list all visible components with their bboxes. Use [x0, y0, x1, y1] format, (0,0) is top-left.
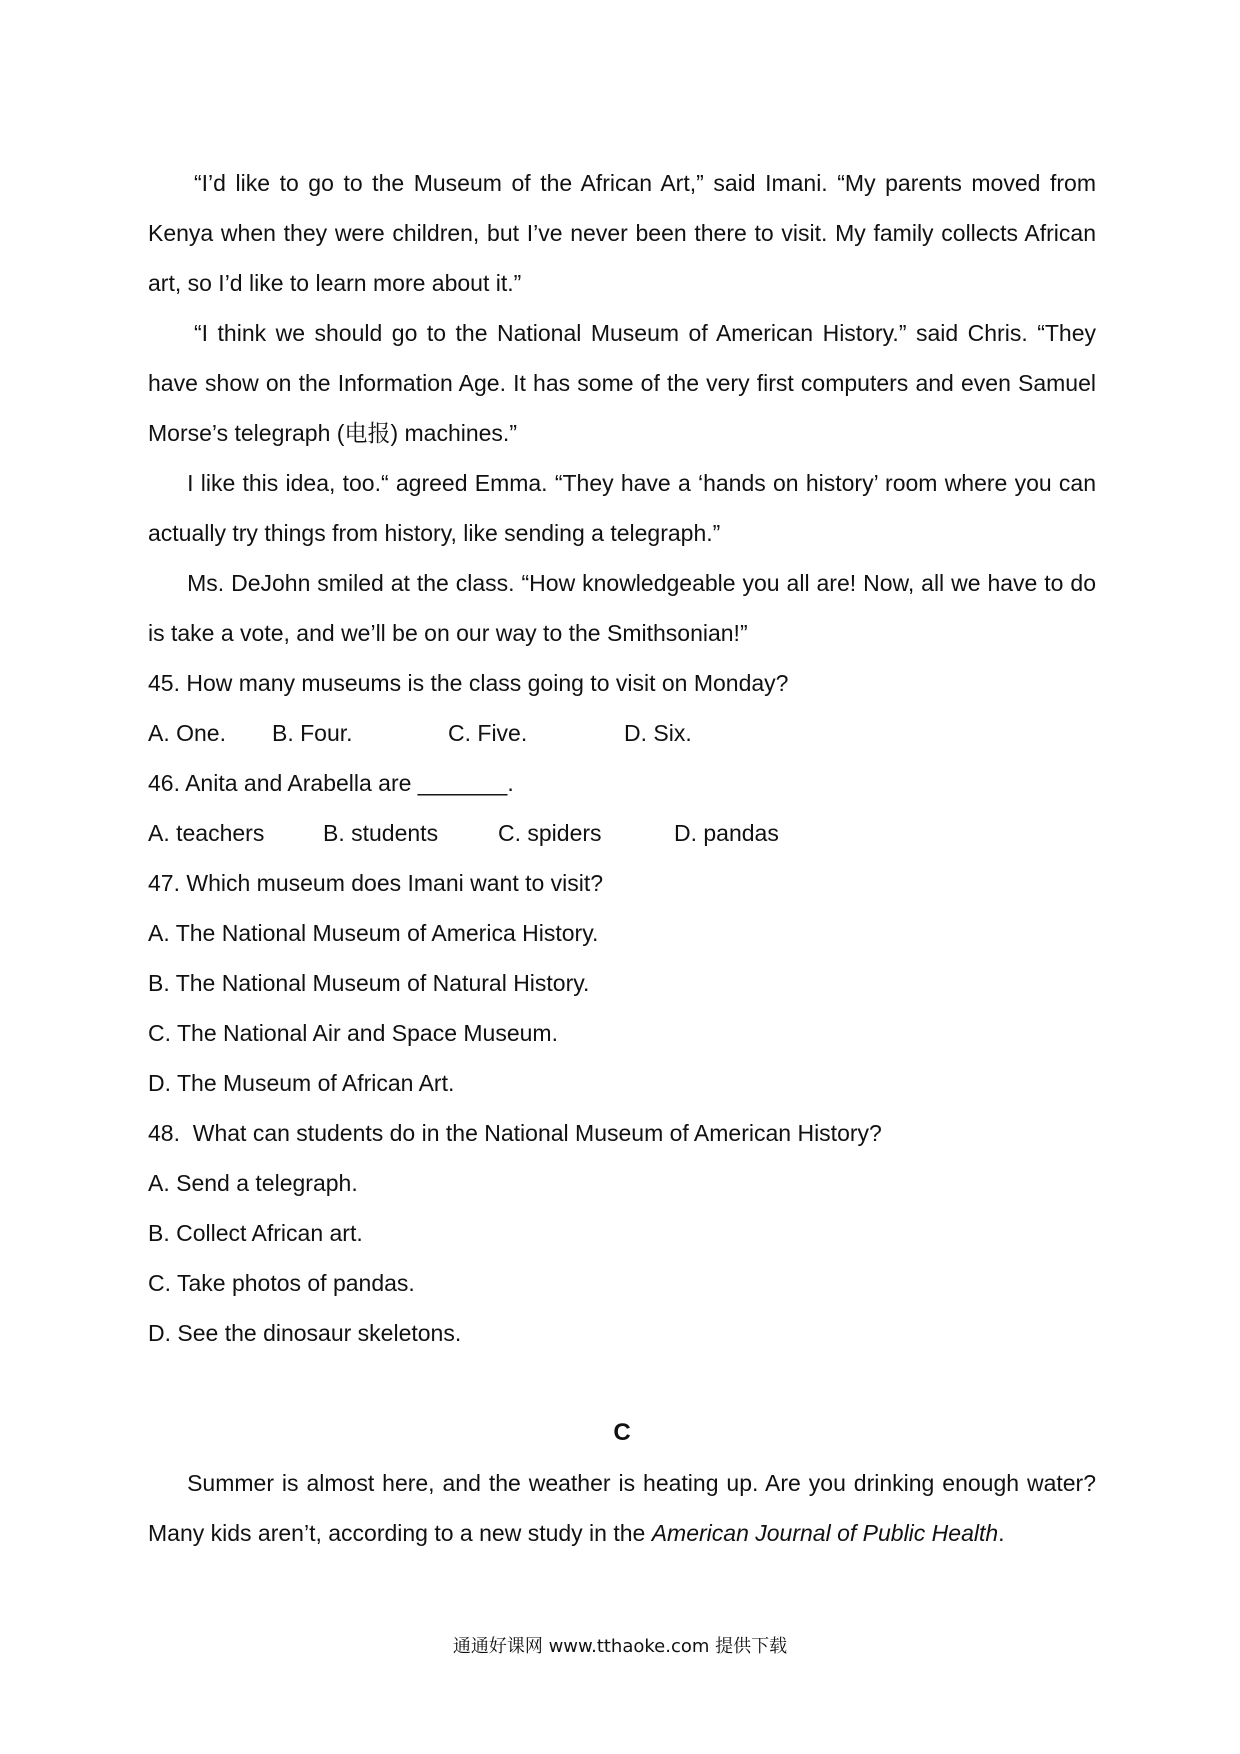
- question-48-option-d: D. See the dinosaur skeletons.: [148, 1320, 462, 1346]
- question-46-option-c: C. spiders: [498, 820, 602, 846]
- passage-b-paragraph-1: “I’d like to go to the Museum of the African Art,” said Imani. “My parents moved from Kenya when they were children, but I’ve never been there to visit. My family collects African art, so I’d like to learn more about it.”: [148, 170, 1096, 296]
- section-c-title: C: [613, 1419, 631, 1446]
- question-45-options: [148, 708, 1096, 758]
- question-46: [148, 758, 1096, 858]
- document-page: [148, 158, 1096, 1558]
- passage-b-paragraph-3: I like this idea, too.“ agreed Emma. “They have a ‘hands on history’ room where you can actually try things from history, like sending a telegraph.”: [148, 470, 1096, 546]
- question-46-option-d: D. pandas: [674, 820, 779, 846]
- question-47-option-c: C. The National Air and Space Museum.: [148, 1020, 558, 1046]
- question-45-stem: 45. How many museums is the class going to visit on Monday?: [148, 670, 789, 696]
- question-46-option-a: A. teachers: [148, 820, 265, 846]
- question-45-option-b: B. Four.: [272, 720, 353, 746]
- question-47-option-a: A. The National Museum of America History.: [148, 920, 599, 946]
- passage-c-text-end: .: [998, 1520, 1005, 1546]
- passage-c-text-start: Summer is almost here, and the weather is heating up. Are you drinking enough water? Many kids aren’t, according to a new study in the: [148, 1470, 1096, 1546]
- question-47: [148, 858, 1096, 1108]
- passage-b-paragraph-4: Ms. DeJohn smiled at the class. “How knowledgeable you all are! Now, all we have to do is take a vote, and we’ll be on our way to the Smithsonian!”: [148, 570, 1096, 646]
- question-45-option-d: D. Six.: [624, 720, 692, 746]
- question-45: [148, 658, 1096, 758]
- passage-b-paragraph-2: “I think we should go to the National Museum of American History.” said Chris. “They have show on the Information Age. It has some of the very first computers and even Samuel Morse’s telegraph (电报) machines.”: [148, 320, 1096, 446]
- question-46-options: [148, 808, 1096, 858]
- question-48-option-c: C. Take photos of pandas.: [148, 1270, 415, 1296]
- question-45-option-a: A. One.: [148, 720, 226, 746]
- page-footer: 通通好课网 www.tthaoke.com 提供下载: [452, 1636, 788, 1657]
- passage-c-paragraph-1: [148, 1458, 1096, 1558]
- journal-title: American Journal of Public Health: [651, 1520, 999, 1546]
- question-47-option-d: D. The Museum of African Art.: [148, 1070, 455, 1096]
- question-48-stem: 48. What can students do in the National Museum of American History?: [148, 1120, 882, 1146]
- question-47-option-b: B. The National Museum of Natural History.: [148, 970, 590, 996]
- question-48: [148, 1108, 1096, 1358]
- question-45-option-c: C. Five.: [448, 720, 528, 746]
- question-48-option-a: A. Send a telegraph.: [148, 1170, 358, 1196]
- question-47-stem: 47. Which museum does Imani want to visit?: [148, 870, 604, 896]
- question-48-option-b: B. Collect African art.: [148, 1220, 363, 1246]
- question-46-stem: 46. Anita and Arabella are _______.: [148, 770, 514, 796]
- question-46-option-b: B. students: [323, 820, 439, 846]
